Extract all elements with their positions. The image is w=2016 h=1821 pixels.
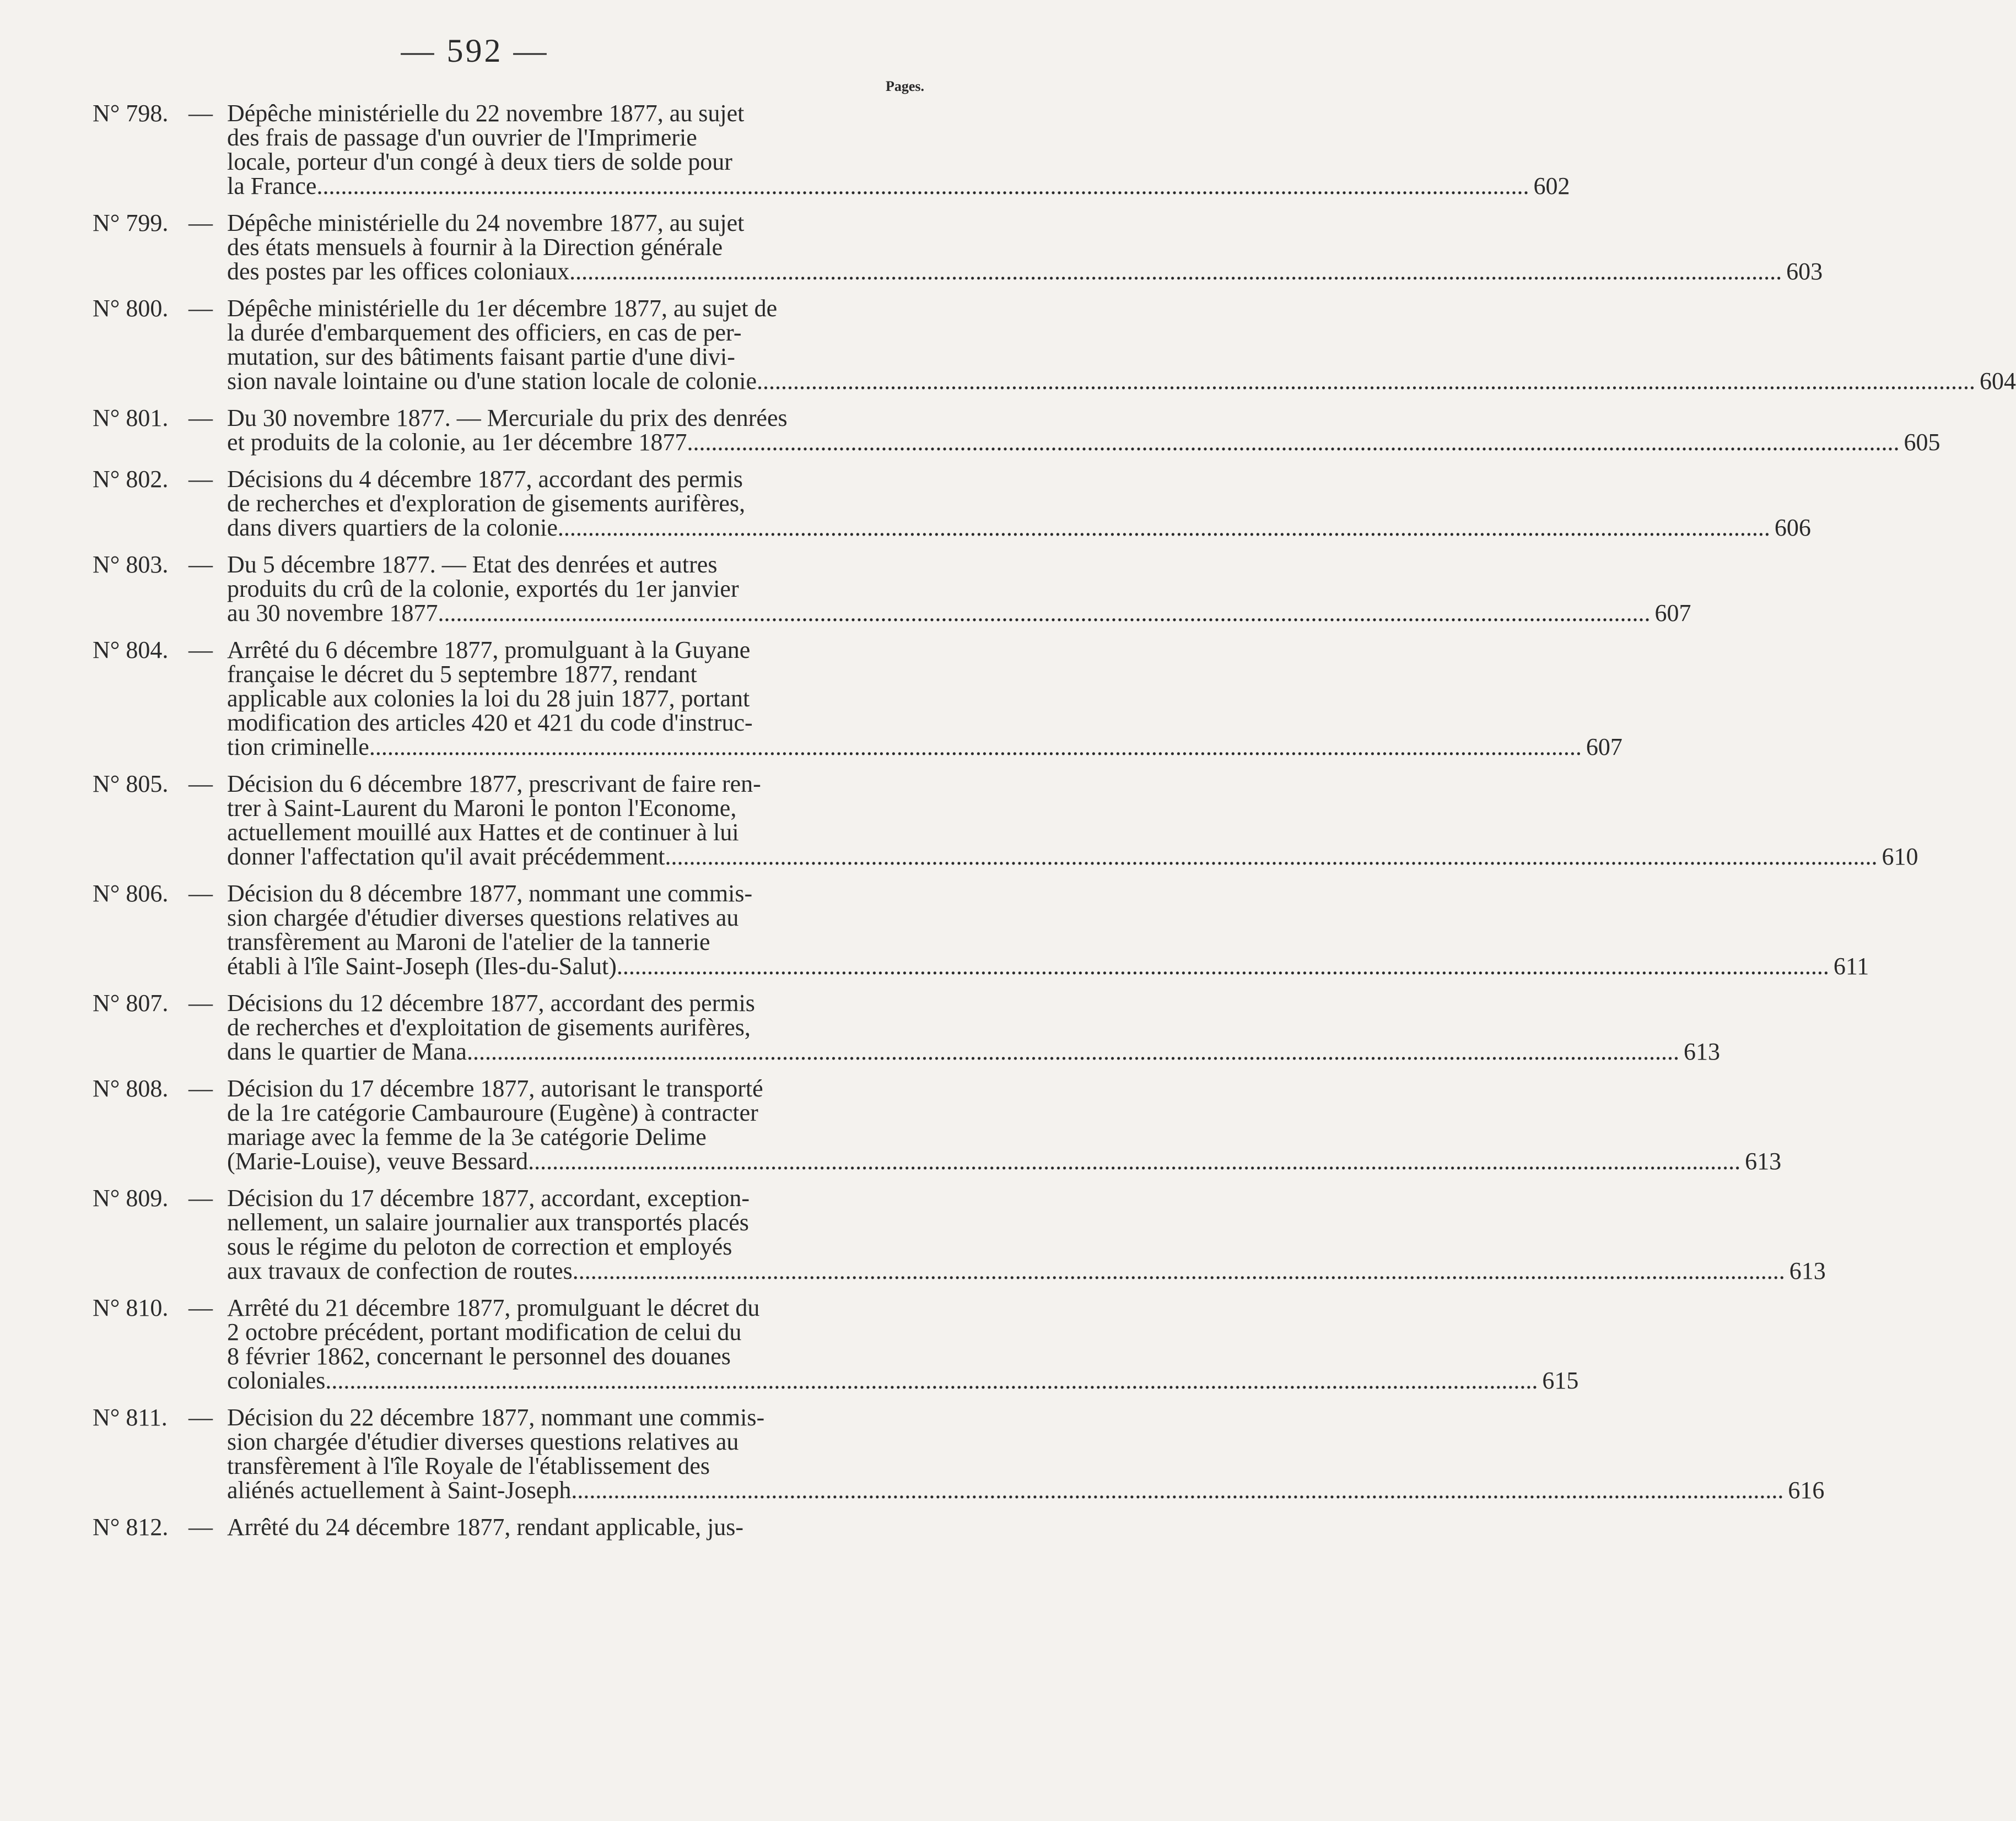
entry-dash: — (188, 466, 213, 493)
entry-line-text: des postes par les offices coloniaux (227, 258, 570, 285)
entry-text (227, 100, 1570, 199)
entry-line: des frais de passage d'un ouvrier de l'Imprimerie (227, 124, 697, 151)
list-item (0, 551, 1691, 626)
entry-line (227, 953, 1869, 980)
entry-number: N° 804. (93, 636, 169, 663)
entry-dash: — (188, 551, 213, 578)
page-reference: 607 (1654, 599, 1691, 626)
page-reference: 613 (1683, 1038, 1720, 1065)
entry-line: locale, porteur d'un congé à deux tiers de solde pour (227, 148, 732, 175)
entry-line: sion chargée d'étudier diverses questions relatives au (227, 1428, 739, 1455)
entry-line-text: au 30 novembre 1877 (227, 599, 438, 626)
entry-text (227, 1515, 922, 1539)
entry-line (227, 1257, 1826, 1284)
entry-dash: — (188, 1294, 213, 1321)
list-item (0, 1404, 1825, 1504)
entry-dash: — (188, 990, 213, 1017)
dot-leader: ........................................................................................................................................................................................................ (616, 953, 1829, 980)
entry-number: N° 811. (93, 1404, 168, 1431)
entry-line: actuellement mouillé aux Hattes et de continuer à lui (227, 819, 739, 846)
entry-line (227, 258, 1823, 285)
entry-text (227, 209, 1823, 285)
entry-line: Du 30 novembre 1877. — Mercuriale du prix des denrées (227, 404, 788, 431)
entry-number: N° 809. (93, 1185, 169, 1212)
entry-dash: — (188, 1075, 213, 1102)
entry-line (227, 368, 2016, 395)
entry-number: N° 800. (93, 295, 169, 322)
entry-line: Arrêté du 24 décembre 1877, rendant applicable, jus- (227, 1514, 744, 1541)
entry-line-text: la France (227, 172, 317, 199)
list-item (0, 209, 1823, 285)
entry-dash: — (188, 1185, 213, 1212)
page-reference: 603 (1786, 258, 1823, 285)
entry-line: Décision du 17 décembre 1877, autorisant le transporté (227, 1075, 763, 1102)
entry-line-text: aux travaux de confection de routes (227, 1257, 573, 1284)
page-reference: 607 (1586, 733, 1622, 760)
list-item (0, 636, 1622, 760)
entry-dash: — (188, 209, 213, 236)
entry-line: 8 février 1862, concernant le personnel des douanes (227, 1343, 731, 1370)
entry-line-text: établi à l'île Saint-Joseph (Iles-du-Salut) (227, 953, 617, 980)
entry-number: N° 803. (93, 551, 169, 578)
entry-dash: — (188, 636, 213, 663)
pages-column-header: Pages. (885, 78, 924, 94)
page-reference: 616 (1788, 1477, 1825, 1504)
entry-number: N° 799. (93, 209, 169, 236)
entry-dash: — (188, 100, 213, 127)
entry-line: transfèrement à l'île Royale de l'établissement des (227, 1452, 710, 1479)
dot-leader: ........................................................................................................................................................................................................ (528, 1148, 1741, 1175)
entry-line-text: aliénés actuellement à Saint-Joseph (227, 1477, 572, 1504)
entry-line: applicable aux colonies la loi du 28 juin 1877, portant (227, 685, 750, 712)
entry-line: de recherches et d'exploitation de gisements aurifères, (227, 1014, 751, 1041)
page-reference: 613 (1789, 1257, 1826, 1284)
entry-line (227, 599, 1691, 626)
entry-line (227, 1477, 1825, 1504)
entry-line (227, 1038, 1720, 1065)
entry-line: mariage avec la femme de la 3e catégorie Delime (227, 1123, 707, 1150)
entry-line-text: coloniales (227, 1367, 326, 1394)
entry-line: nellement, un salaire journalier aux transportés placés (227, 1209, 749, 1236)
entry-line: transfèrement au Maroni de l'atelier de la tannerie (227, 928, 710, 955)
page-number: — 592 — (401, 33, 549, 69)
entry-line: Décision du 6 décembre 1877, prescrivant de faire ren- (227, 770, 761, 797)
page-reference: 605 (1904, 429, 1940, 456)
entry-text (227, 636, 1622, 760)
page-reference: 613 (1745, 1148, 1782, 1175)
entry-number: N° 810. (93, 1294, 169, 1321)
page-reference: 606 (1774, 514, 1811, 541)
entry-number: N° 808. (93, 1075, 169, 1102)
entry-line: de recherches et d'exploration de gisements aurifères, (227, 490, 746, 517)
dot-leader: ........................................................................................................................................................................................................ (571, 1477, 1784, 1504)
entry-list (0, 100, 2016, 1552)
dot-leader: ........................................................................................................................................................................................................ (316, 172, 1529, 199)
entry-line: de la 1re catégorie Cambauroure (Eugène) à contracter (227, 1099, 758, 1126)
entry-number: N° 806. (93, 880, 169, 907)
page-reference: 611 (1833, 953, 1869, 980)
page-reference: 615 (1542, 1367, 1579, 1394)
dot-leader: ........................................................................................................................................................................................................ (466, 1038, 1679, 1065)
list-item (0, 880, 1869, 980)
entry-text (227, 990, 1720, 1065)
dot-leader: ........................................................................................................................................................................................................ (687, 429, 1900, 456)
entry-line: la durée d'embarquement des officiers, en cas de per- (227, 319, 742, 346)
entry-text (227, 466, 1811, 541)
dot-leader: ........................................................................................................................................................................................................ (557, 514, 1770, 541)
entry-line: française le décret du 5 septembre 1877, rendant (227, 661, 697, 688)
entry-text (227, 1404, 1825, 1504)
entry-line: produits du crû de la colonie, exportés du 1er janvier (227, 575, 739, 602)
entry-line: sion chargée d'étudier diverses questions relatives au (227, 904, 739, 931)
list-item (0, 1075, 1782, 1175)
entry-line: Dépêche ministérielle du 1er décembre 1877, au sujet de (227, 295, 778, 322)
entry-line (227, 429, 1940, 456)
entry-dash: — (188, 880, 213, 907)
entry-dash: — (188, 1404, 213, 1431)
list-item (0, 1515, 950, 1539)
entry-number: N° 802. (93, 466, 169, 493)
entry-line: 2 octobre précédent, portant modification de celui du (227, 1319, 742, 1346)
page-reference: 610 (1882, 843, 1918, 870)
entry-dash: — (188, 770, 213, 797)
entry-line: sous le régime du peloton de correction et employés (227, 1233, 732, 1260)
entry-line-text: dans le quartier de Mana (227, 1038, 467, 1065)
dot-leader: ........................................................................................................................................................................................................ (665, 843, 1878, 870)
list-item (0, 990, 1720, 1065)
entry-line-text: (Marie-Louise), veuve Bessard (227, 1148, 529, 1175)
entry-number: N° 807. (93, 990, 169, 1017)
page-reference: 602 (1533, 172, 1570, 199)
entry-dash: — (188, 295, 213, 322)
entry-line: trer à Saint-Laurent du Maroni le ponton l'Econome, (227, 795, 737, 822)
entry-text (227, 1294, 1579, 1394)
entry-line: Dépêche ministérielle du 22 novembre 1877, au sujet (227, 100, 745, 127)
entry-text (227, 770, 1918, 870)
entry-dash: — (188, 404, 213, 431)
entry-line-text: sion navale lointaine ou d'une station locale de colonie. (227, 368, 763, 395)
entry-line: Décisions du 4 décembre 1877, accordant des permis (227, 466, 743, 493)
entry-text (227, 880, 1869, 980)
dot-leader: ........................................................................................................................................................................................................ (325, 1367, 1538, 1394)
entry-text (227, 295, 2016, 395)
entry-line (227, 733, 1622, 760)
entry-line-text: dans divers quartiers de la colonie (227, 514, 558, 541)
entry-line: Décision du 8 décembre 1877, nommant une commis- (227, 880, 753, 907)
entry-line: Décision du 17 décembre 1877, accordant, exception- (227, 1185, 750, 1212)
entry-line (227, 843, 1918, 870)
entry-line (227, 1367, 1579, 1394)
page-reference: 604 (1979, 368, 2016, 395)
list-item (0, 466, 1811, 541)
dot-leader: ........................................................................................................................................................................................................ (762, 368, 1975, 395)
entry-line-text: donner l'affectation qu'il avait précédemment (227, 843, 665, 870)
entry-line: Décision du 22 décembre 1877, nommant une commis- (227, 1404, 765, 1431)
entry-text (227, 1185, 1826, 1284)
entry-number: N° 805. (93, 770, 169, 797)
entry-line: Décisions du 12 décembre 1877, accordant des permis (227, 990, 755, 1017)
list-item (0, 770, 1918, 870)
entry-number: N° 798. (93, 100, 169, 127)
entry-number: N° 812. (93, 1514, 169, 1541)
entry-line (227, 514, 1811, 541)
entry-line: Dépêche ministérielle du 24 novembre 1877, au sujet (227, 209, 745, 236)
entry-line: Arrêté du 21 décembre 1877, promulguant le décret du (227, 1294, 760, 1321)
dot-leader: ........................................................................................................................................................................................................ (569, 258, 1782, 285)
entry-line: mutation, sur des bâtiments faisant partie d'une divi- (227, 343, 735, 370)
entry-line-text: et produits de la colonie, au 1er décembre 1877 (227, 429, 687, 456)
entry-line-text: tion criminelle (227, 733, 369, 760)
entry-text (227, 551, 1691, 626)
list-item (0, 295, 2016, 395)
entry-line: Arrêté du 6 décembre 1877, promulguant à la Guyane (227, 636, 751, 663)
entry-line: Du 5 décembre 1877. — Etat des denrées et autres (227, 551, 718, 578)
list-item (0, 404, 1940, 456)
dot-leader: ........................................................................................................................................................................................................ (572, 1257, 1785, 1284)
entry-line (227, 1148, 1782, 1175)
dot-leader: ........................................................................................................................................................................................................ (438, 599, 1651, 626)
entry-number: N° 801. (93, 404, 169, 431)
entry-text (227, 404, 1940, 456)
list-item (0, 1185, 1826, 1284)
entry-line (227, 172, 1570, 199)
list-item (0, 1294, 1579, 1394)
entry-text (227, 1075, 1782, 1175)
entry-line: modification des articles 420 et 421 du code d'instruc- (227, 709, 753, 736)
dot-leader: ........................................................................................................................................................................................................ (369, 733, 1582, 760)
entry-line: des états mensuels à fournir à la Direction générale (227, 234, 723, 261)
entry-dash: — (188, 1514, 213, 1541)
list-item (0, 100, 1570, 199)
